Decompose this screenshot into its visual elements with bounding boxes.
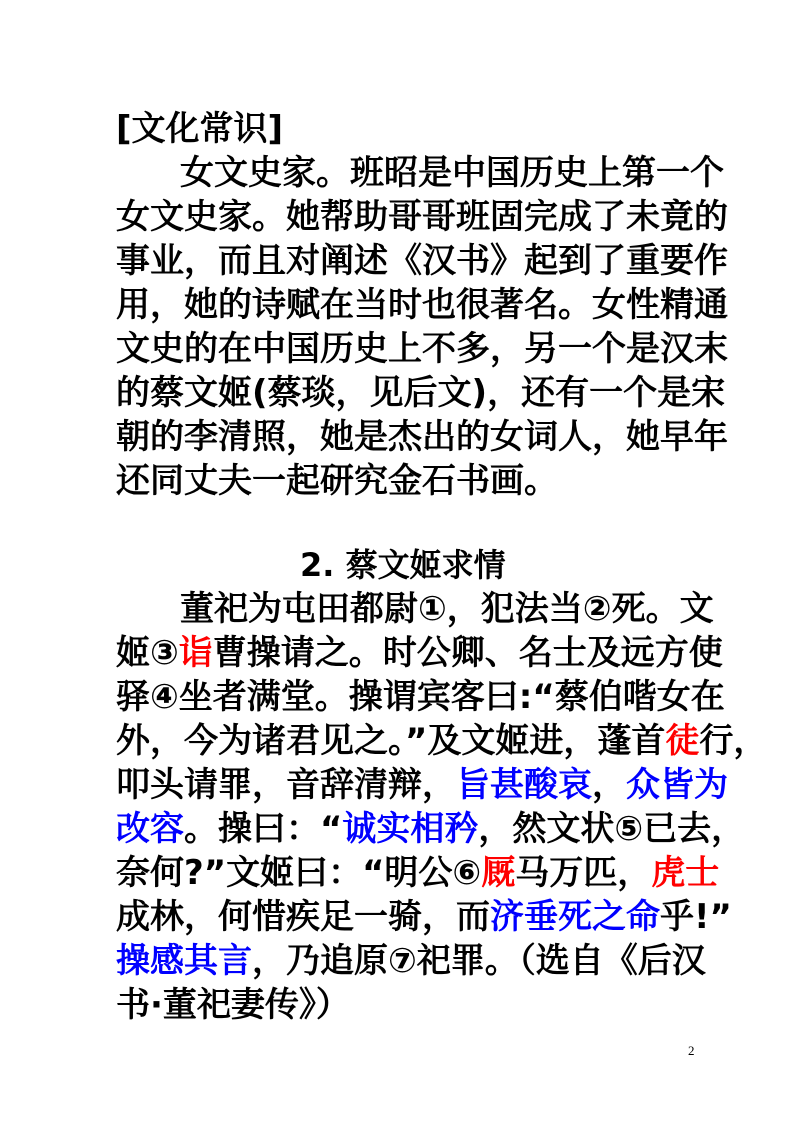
- paragraph-line: 事业，而且对阐述《汉书》起到了重要作: [116, 241, 728, 281]
- highlight-red: 虎士: [651, 853, 720, 893]
- page-number: 2: [688, 1043, 695, 1058]
- passage-line: [116, 631, 723, 675]
- paragraph-line: 还同丈夫一起研究金石书画。: [116, 461, 558, 501]
- highlight-blue: 济垂死之命: [490, 897, 660, 937]
- passage-text: 奈何?”文姬曰：“明公⑥: [116, 853, 482, 893]
- paragraph-line: 用，她的诗赋在当时也很著名。女性精通: [116, 285, 728, 325]
- passage-text: 。操曰：“: [184, 809, 343, 849]
- paragraph-line: 女文史家。班昭是中国历史上第一个: [180, 153, 724, 193]
- passage-text: 行，: [699, 721, 768, 761]
- passage-text: ，: [592, 765, 626, 805]
- highlight-blue: 旨甚酸哀: [456, 765, 592, 805]
- highlight-blue: 众皆为: [626, 765, 728, 805]
- passage-text: 姬③: [116, 633, 179, 673]
- passage-line: [116, 895, 732, 939]
- passage-line: 董祀为屯田都尉①，犯法当②死。文: [180, 589, 714, 629]
- passage-text: 乎!”: [660, 897, 732, 937]
- highlight-red: 徒: [665, 721, 700, 761]
- section-heading: [文化常识]: [116, 109, 284, 149]
- passage-line: [116, 807, 746, 851]
- passage-line: [116, 719, 768, 763]
- passage-line: [116, 851, 720, 895]
- paragraph-line: 的蔡文姬(蔡琰，见后文)，还有一个是宋: [116, 373, 726, 413]
- highlight-blue: 诚实相矜: [342, 809, 479, 849]
- paragraph-line: 朝的李清照，她是杰出的女词人，她早年: [116, 417, 728, 457]
- passage-text: 马万匹，: [515, 853, 652, 893]
- paragraph-line: 文史的在中国历史上不多，另一个是汉末: [116, 329, 728, 369]
- passage-line: 驿④坐者满堂。操谓宾客曰:“蔡伯喈女在: [116, 677, 725, 717]
- highlight-blue: 改容: [116, 809, 184, 849]
- paragraph-line: 女文史家。她帮助哥哥班固完成了未竟的: [116, 197, 728, 237]
- passage-text: 曹操请之。时公卿、名士及远方使: [212, 633, 723, 673]
- passage-text: 外，今为诸君见之。”及文姬进，蓬首: [116, 721, 666, 761]
- passage-text: 成林，何惜疾足一骑，而: [116, 897, 490, 937]
- passage-text: 叩头请罪，音辞清辩，: [116, 765, 456, 805]
- passage-text: ，然文状⑤已去，: [478, 809, 746, 849]
- highlight-red: 厩: [481, 853, 516, 893]
- highlight-blue: 操感其言: [116, 941, 252, 981]
- passage-line: [116, 763, 728, 807]
- passage-line: [116, 939, 706, 983]
- passage-title: 2. 蔡文姬求情: [300, 546, 506, 584]
- passage-text: ，乃追原⑦祀罪。（选自《后汉: [252, 941, 706, 981]
- highlight-red: 诣: [178, 633, 213, 673]
- passage-line: 书·董祀妻传》）: [116, 985, 350, 1025]
